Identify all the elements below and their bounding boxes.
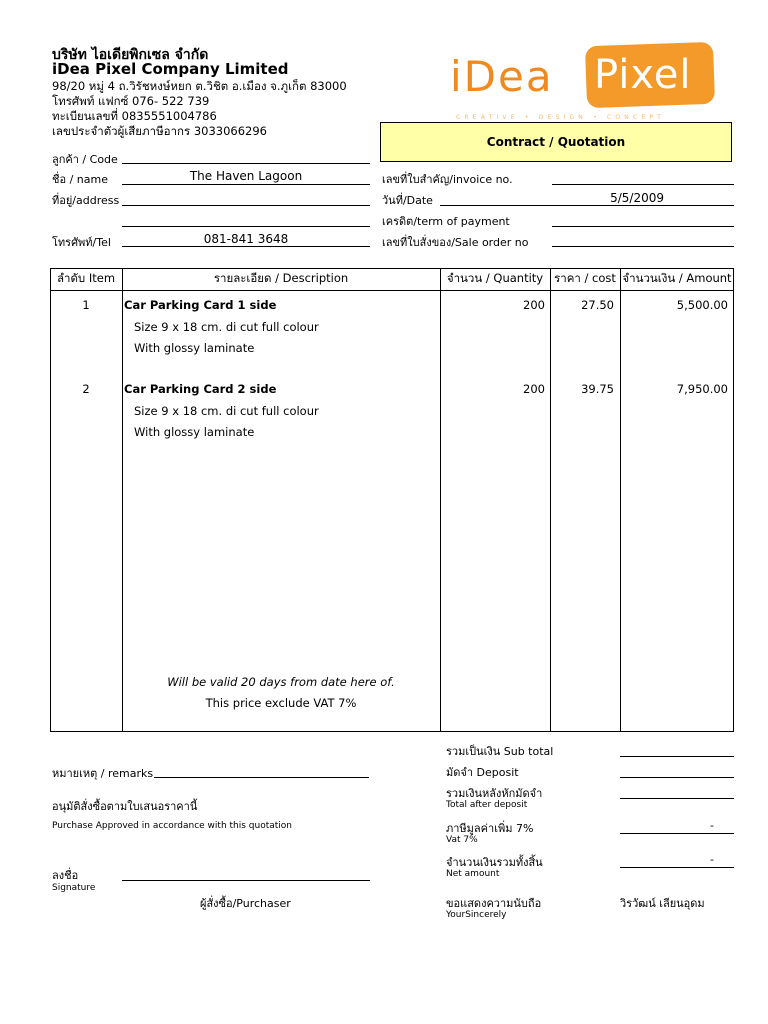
company-address: 98/20 หมู่ 4 ถ.วิรัชหงษ์หยก ต.วิชิต อ.เมือง จ.ภูเก็ต 83000 — [52, 79, 347, 93]
vat-label: ภาษีมูลค่าเพิ่ม 7% — [446, 822, 534, 835]
row-2-line-2: With glossy laminate — [134, 425, 255, 439]
purchaser-label: ผู้สั่งซื้อ/Purchaser — [200, 897, 291, 910]
remarks-label: หมายเหตุ / remarks — [52, 767, 154, 780]
sale-order-label: เลขที่ใบสั่งของ/Sale order no — [382, 236, 529, 249]
row-2-amount: 7,950.00 — [676, 382, 728, 396]
remarks-line — [154, 777, 369, 778]
col-divider-cost — [620, 268, 621, 732]
vat-sublabel: Vat 7% — [446, 835, 478, 845]
payment-term-label: เครดิต/term of payment — [382, 215, 510, 228]
row-1-quantity: 200 — [523, 298, 545, 312]
customer-name-line — [122, 184, 370, 185]
logo-idea-text: iDea — [450, 52, 554, 101]
col-divider-item — [122, 268, 123, 732]
sale-order-line — [552, 246, 734, 247]
customer-name-label: ชื่อ / name — [52, 173, 108, 186]
validity-note: Will be valid 20 days from date here of. — [167, 675, 395, 689]
company-registration: ทะเบียนเลขที่ 0835551004786 — [52, 109, 217, 123]
customer-tel-value: 081-841 3648 — [203, 232, 289, 246]
vat-exclusion-note: This price exclude VAT 7% — [205, 696, 357, 710]
table-header-divider — [50, 290, 734, 291]
customer-code-line — [122, 163, 370, 164]
customer-name-value: The Haven Lagoon — [189, 169, 303, 183]
company-name-english: iDea Pixel Company Limited — [52, 60, 289, 78]
items-table — [50, 268, 734, 732]
net-amount-value: - — [710, 853, 714, 866]
logo-tagline: CREATIVE • DESIGN • CONCEPT — [456, 114, 666, 121]
vat-line — [620, 833, 734, 834]
after-deposit-sublabel: Total after deposit — [446, 800, 528, 810]
header-description: รายละเอียด / Description — [213, 271, 349, 285]
company-tax-id: เลขประจำตัวผู้เสียภาษีอากร 3033066296 — [52, 124, 267, 138]
approve-english: Purchase Approved in accordance with this quotation — [52, 821, 293, 831]
header-cost: ราคา / cost — [554, 271, 616, 285]
subtotal-line — [620, 756, 734, 757]
invoice-no-label: เลขที่ใบสำคัญ/invoice no. — [382, 173, 513, 186]
deposit-label: มัดจำ Deposit — [446, 766, 519, 779]
row-2-title: Car Parking Card 2 side — [124, 382, 277, 396]
signer-name: วิรวัฒน์ เลียนอุดม — [620, 897, 705, 910]
header-amount: จำนวนเงิน / Amount — [622, 271, 732, 285]
customer-tel-line — [122, 246, 370, 247]
date-value: 5/5/2009 — [610, 191, 664, 205]
company-phone: โทรศัพท์ แฟกซ์ 076- 522 739 — [52, 94, 210, 108]
row-1-cost: 27.50 — [581, 298, 614, 312]
signature-label-english: Signature — [52, 883, 96, 893]
row-2-item: 2 — [82, 382, 90, 396]
after-deposit-label: รวมเงินหลังหักมัดจำ — [446, 787, 543, 800]
sincerely-english: YourSincerely — [446, 910, 507, 920]
row-2-line-1: Size 9 x 18 cm. di cut full colour — [134, 404, 319, 418]
row-1-amount: 5,500.00 — [676, 298, 728, 312]
customer-address-label: ที่อยู่/address — [52, 194, 120, 207]
net-amount-line — [620, 867, 734, 868]
customer-address-line-2 — [122, 226, 370, 227]
vat-value: - — [710, 819, 714, 832]
deposit-line — [620, 777, 734, 778]
subtotal-label: รวมเป็นเงิน Sub total — [446, 745, 554, 758]
customer-code-label: ลูกค้า / Code — [52, 153, 118, 166]
invoice-no-line — [552, 184, 734, 185]
row-1-line-1: Size 9 x 18 cm. di cut full colour — [134, 320, 319, 334]
after-deposit-line — [620, 798, 734, 799]
document-title: Contract / Quotation — [486, 135, 626, 149]
approve-thai: อนุมัติสั่งซื้อตามใบเสนอราคานี้ — [52, 800, 198, 813]
sincerely-thai: ขอแสดงความนับถือ — [446, 897, 542, 910]
row-2-cost: 39.75 — [581, 382, 614, 396]
row-1-title: Car Parking Card 1 side — [124, 298, 277, 312]
company-name-thai: บริษัท ไอเดียพิกเซล จำกัด — [52, 47, 209, 63]
company-logo — [450, 44, 720, 124]
header-item: ลำดับ Item — [56, 271, 116, 285]
net-amount-sublabel: Net amount — [446, 869, 500, 879]
signature-label-thai: ลงชื่อ — [52, 869, 79, 882]
customer-address-line — [122, 205, 370, 206]
payment-term-line — [552, 226, 734, 227]
date-line — [440, 205, 734, 206]
row-2-quantity: 200 — [523, 382, 545, 396]
customer-tel-label: โทรศัพท์/Tel — [52, 236, 111, 249]
document-title-box — [380, 122, 732, 162]
col-divider-quantity — [550, 268, 551, 732]
signature-line — [122, 880, 370, 881]
net-amount-label: จำนวนเงินรวมทั้งสิ้น — [446, 856, 543, 869]
col-divider-description — [440, 268, 441, 732]
row-1-item: 1 — [82, 298, 90, 312]
date-label: วันที่/Date — [382, 194, 433, 207]
header-quantity: จำนวน / Quantity — [446, 271, 544, 285]
logo-pixel-text: Pixel — [594, 52, 692, 98]
row-1-line-2: With glossy laminate — [134, 341, 255, 355]
